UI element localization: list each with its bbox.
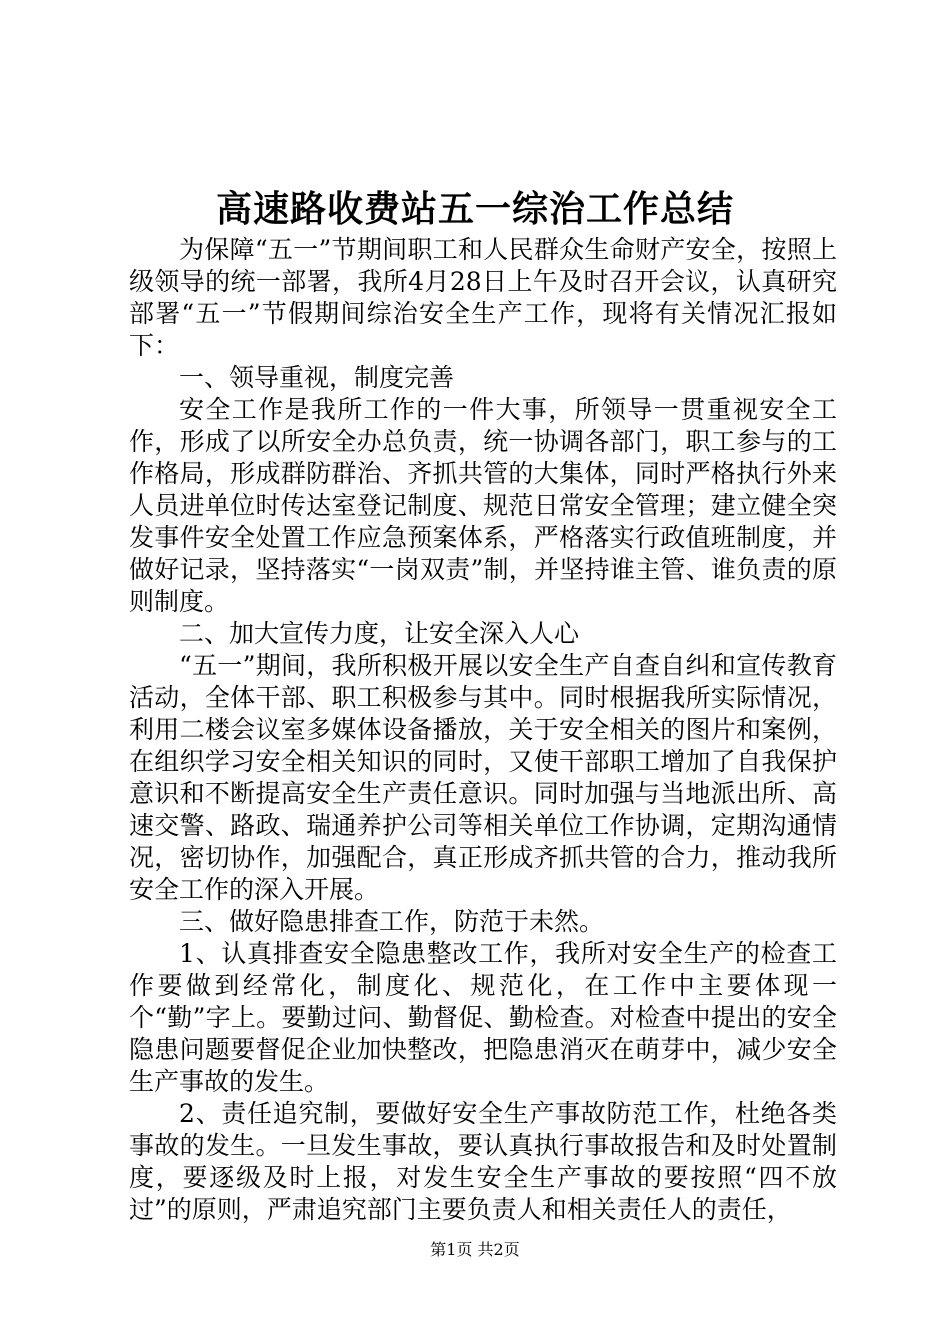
section-heading-1: 一、领导重视，制度完善 <box>179 363 455 392</box>
paragraph-section-2: “五一”期间，我所积极开展以安全生产自查自纠和宣传教育活动，全体干部、职工积极参与其中。同时根据我所实际情况，利用二楼会议室多媒体设备播放，关于安全相关的图片和案例，在组织学习安全相关知识的同时，又使干部职工增加了自我保护意识和不断提高安全生产责任意识。同时加强与当地派出所、高速交警、路政、瑞通养护公司等相关单位工作协调，定期沟通情况，密切协作，加强配合，真正形成齐抓共管的合力，推动我所安全工作的深入开展。 <box>129 651 837 904</box>
paragraph-item-1: 1、认真排查安全隐患整改工作，我所对安全生产的检查工作要做到经常化，制度化、规范化，在工作中主要体现一个“勤”字上。要勤过问、勤督促、勤检查。对检查中提出的安全隐患问题要督促企业加快整改，把隐患消灭在萌芽中，减少安全生产事故的发生。 <box>129 939 837 1096</box>
document-body <box>129 234 837 1226</box>
document-title: 高速路收费站五一综治工作总结 <box>215 188 734 230</box>
paragraph-item-2: 2、责任追究制，要做好安全生产事故防范工作，杜绝各类事故的发生。一旦发生事故，要认真执行事故报告和及时处置制度，要逐级及时上报，对发生安全生产事故的要按照“四不放过”的原则，严肃追究部门主要负责人和相关责任人的责任， <box>129 1099 837 1224</box>
section-heading-2: 二、加大宣传力度，让安全深入人心 <box>179 619 580 648</box>
page-footer: 第1页 共2页 <box>430 1240 520 1259</box>
paragraph-section-1: 安全工作是我所工作的一件大事，所领导一贯重视安全工作，形成了以所安全办总负责，统一协调各部门，职工参与的工作格局，形成群防群治、齐抓共管的大集体，同时严格执行外来人员进单位时传达室登记制度、规范日常安全管理；建立健全突发事件安全处置工作应急预案体系，严格落实行政值班制度，并做好记录，坚持落实“一岗双责”制，并坚持谁主管、谁负责的原则制度。 <box>129 395 837 616</box>
paragraph-intro: 为保障“五一”节期间职工和人民群众生命财产安全，按照上级领导的统一部署，我所4月28日上午及时召开会议，认真研究部署“五一”节假期间综治安全生产工作，现将有关情况汇报如下： <box>129 235 837 360</box>
section-heading-3: 三、做好隐患排查工作，防范于未然。 <box>179 907 605 936</box>
